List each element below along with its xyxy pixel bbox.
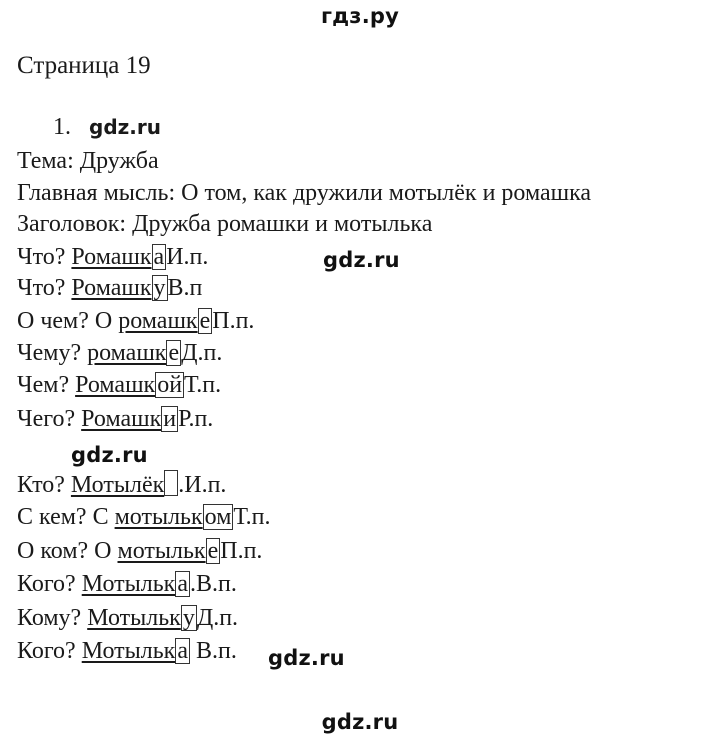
question-text: Чему?: [17, 340, 88, 366]
declension-row: [17, 604, 238, 632]
word-ending-box: и: [163, 406, 177, 432]
word-stem: Мотыльк: [81, 638, 176, 664]
main-idea-line: Главная мысль: О том, как дружили мотылёк и ромашка: [17, 180, 592, 206]
word-stem: Мотылёк: [70, 472, 165, 498]
exercise-number-label: 1.: [53, 114, 71, 140]
word-ending-box: [164, 470, 178, 496]
word-stem: ромашк: [87, 340, 167, 366]
word-stem: Мотыльк: [87, 605, 181, 631]
word-stem: Ромашк: [81, 406, 162, 432]
watermark-mid-3: gdz.ru: [268, 646, 345, 670]
word-stem: Мотыльк: [81, 571, 176, 597]
case-label: В.п.: [190, 638, 237, 664]
word-stem: Ромашк: [71, 275, 152, 301]
case-label: И.п.: [166, 244, 209, 270]
title-line: Заголовок: Дружба ромашки и мотылька: [17, 211, 433, 237]
word-stem: мотыльк: [114, 504, 203, 530]
word-stem: Ромашк: [75, 372, 156, 398]
word-ending-box: у: [182, 605, 195, 631]
question-text: С кем? С: [17, 504, 115, 530]
declension-row: [17, 339, 222, 367]
word-ending-box: е: [207, 538, 219, 564]
case-label: П.п.: [220, 538, 263, 564]
question-text: Чем?: [17, 372, 76, 398]
question-text: Кто?: [17, 472, 71, 498]
declension-row: [17, 243, 208, 271]
question-text: Чего?: [17, 406, 82, 432]
declension-row: [17, 371, 221, 399]
topic-line: Тема: Дружба: [17, 148, 159, 174]
exercise-number: [53, 114, 161, 141]
case-label: Д.п.: [196, 605, 239, 631]
case-label: Т.п.: [233, 504, 271, 530]
word-stem: мотыльк: [117, 538, 206, 564]
word-ending-box: а: [177, 571, 188, 597]
case-label: Т.п.: [184, 372, 222, 398]
word-stem: Ромашк: [71, 244, 152, 270]
word-ending-box: а: [177, 638, 188, 664]
question-text: Кого?: [17, 571, 82, 597]
question-text: О чем? О: [17, 308, 119, 334]
word-ending-box: е: [199, 308, 211, 334]
case-label: В.п: [167, 275, 203, 301]
word-ending-box: е: [168, 340, 180, 366]
declension-row: [17, 405, 213, 433]
watermark-mid-1: gdz.ru: [323, 248, 400, 272]
declension-row: [17, 470, 226, 499]
watermark-bottom: gdz.ru: [321, 710, 399, 734]
page-title: Страница 19: [17, 52, 151, 79]
declension-row: [17, 537, 262, 565]
question-text: Кому?: [17, 605, 88, 631]
word-ending-box: ой: [157, 372, 183, 398]
declension-row: [17, 637, 237, 665]
declension-row: [17, 503, 271, 531]
watermark-mid-2: gdz.ru: [71, 443, 148, 467]
case-label: .В.п.: [190, 571, 237, 597]
case-label: Д.п.: [181, 340, 223, 366]
question-text: Что?: [17, 244, 72, 270]
declension-row: [17, 570, 237, 598]
site-watermark-top: гдз.ру: [320, 4, 400, 28]
question-text: О ком? О: [17, 538, 118, 564]
question-text: Кого?: [17, 638, 82, 664]
question-text: Что?: [17, 275, 72, 301]
watermark-inline: gdz.ru: [89, 115, 161, 139]
case-label: Р.п.: [178, 406, 214, 432]
case-label: П.п.: [212, 308, 255, 334]
word-ending-box: у: [153, 275, 166, 301]
word-ending-box: ом: [204, 504, 232, 530]
word-stem: ромашк: [118, 308, 198, 334]
declension-row: [17, 307, 254, 335]
declension-row: [17, 274, 202, 302]
word-ending-box: а: [153, 244, 165, 270]
case-label: .И.п.: [178, 472, 227, 498]
